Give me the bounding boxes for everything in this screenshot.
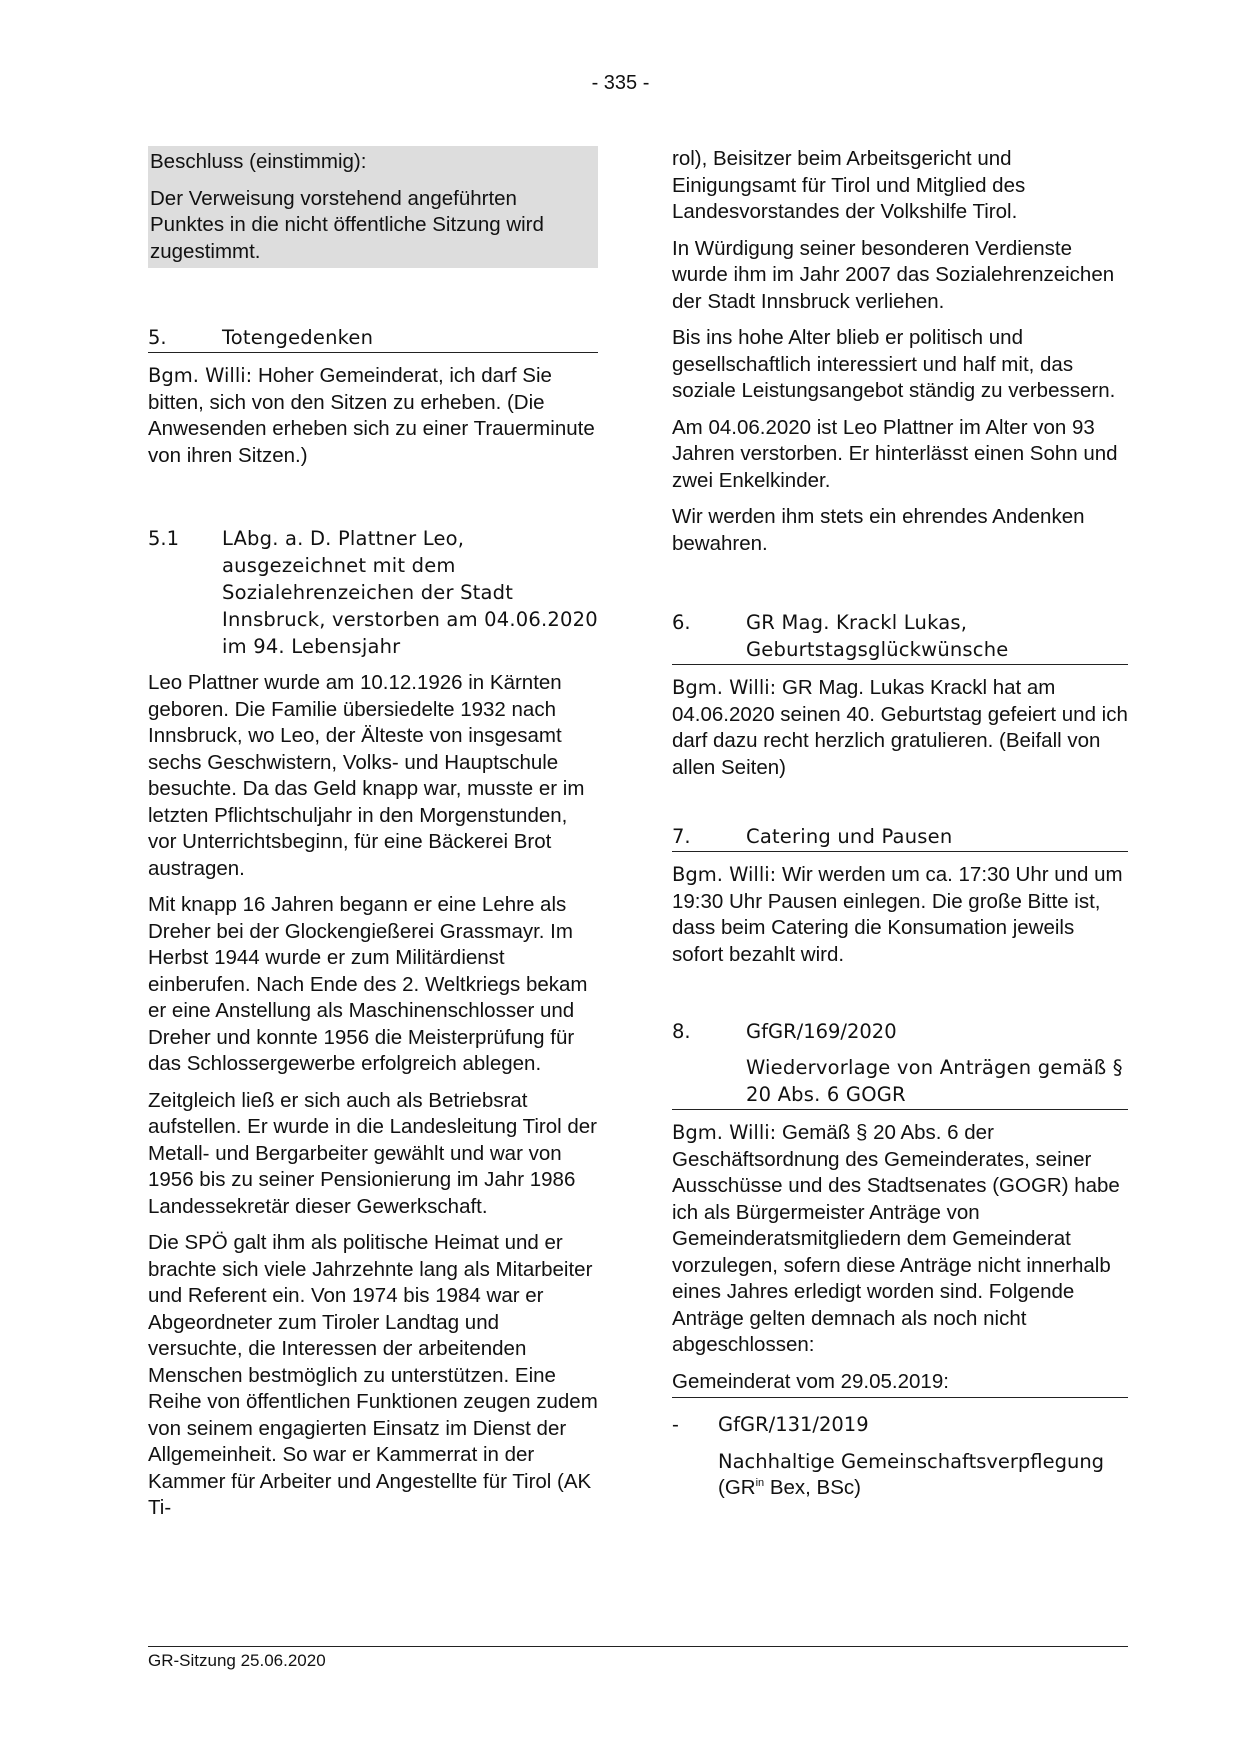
section-6-title: GR Mag. Krackl Lukas, Geburtstagsglückwünsche <box>746 611 1009 661</box>
paragraph: In Würdigung seiner besonderen Verdienste wurde ihm im Jahr 2007 das Sozialehrenzeichen der Stadt Innsbruck verliehen. <box>672 236 1115 313</box>
decision-label: Beschluss (einstimmig): <box>150 150 367 173</box>
section-7-heading <box>672 823 1128 852</box>
paragraph: Am 04.06.2020 ist Leo Plattner im Alter von 93 Jahren verstorben. Er hinterlässt einen Sohn und zwei Enkelkinder. <box>672 415 1118 492</box>
list-item-code: GfGR/131/2019 <box>718 1413 869 1436</box>
section-6-number: 6. <box>672 611 691 634</box>
section-7-number: 7. <box>672 825 691 848</box>
list-item-by-sup: in <box>755 1477 765 1490</box>
section-5-title: Totengedenken <box>222 326 374 349</box>
section-5-text <box>148 363 598 469</box>
speaker-label: Bgm. Willi: <box>672 863 777 886</box>
section-5-heading <box>148 324 598 353</box>
paragraph: Bis ins hohe Alter blieb er politisch und gesellschaftlich interessiert und half mit, das soziale Leistungsangebot ständig zu verbessern. <box>672 326 1116 402</box>
section-7-body: Wir werden um ca. 17:30 Uhr und um 19:30 Uhr Pausen einlegen. Die große Bitte ist, dass beim Catering die Konsumation jeweils sofort bezahlt wird. <box>672 863 1123 966</box>
list-item-by-suffix: Bex, BSc) <box>764 1476 861 1499</box>
section-8-body: Gemäß § 20 Abs. 6 der Geschäftsordnung des Gemeinderates, seiner Ausschüsse und des Stadtsenates (GOGR) habe ich als Bürgermeister Anträge von Gemeinderatsmitgliedern dem Gemeinderat vorzulegen, sofern diese Anträge nicht innerhalb eines Jahres erledigt worden sind. Folgende Anträge gelten demnach als noch nicht abgeschlossen: <box>672 1121 1120 1356</box>
section-5-1-heading <box>148 525 598 660</box>
page-number: - 335 - <box>591 72 650 94</box>
section-5-body: Hoher Gemeinderat, ich darf Sie bitten, sich von den Sitzen zu erheben. (Die Anwesenden erheben sich zu einer Trauerminute von ihren Sitzen.) <box>148 364 595 467</box>
paragraph: Mit knapp 16 Jahren begann er eine Lehre als Dreher bei der Glockengießerei Grassmayr. Im Herbst 1944 wurde er zum Militärdienst einberufen. Nach Ende des 2. Weltkriegs bekam er eine Anstellung als Maschinenschlosser und Dreher und konnte 1956 die Meisterprüfung für das Schlossergewerbe erfolgreich ablegen. <box>148 893 588 1075</box>
decision-box <box>148 146 598 268</box>
left-column <box>148 146 598 1532</box>
section-8-code: GfGR/169/2020 <box>746 1020 897 1043</box>
section-5-1-number: 5.1 <box>148 527 180 550</box>
section-7-text <box>672 862 1128 968</box>
section-7-title: Catering und Pausen <box>746 825 953 848</box>
paragraph: Leo Plattner wurde am 10.12.1926 in Kärnten geboren. Die Familie übersiedelte 1932 nach Innsbruck, wo Leo, der Älteste von insgesamt sechs Geschwistern, Volks- und Hauptschule besuchte. Da das Geld knapp war, musste er im letzten Pflichtschuljahr in den Morgenstunden, vor Unterrichtsbeginn, für eine Bäckerei Brot austragen. <box>148 671 585 880</box>
speaker-label: Bgm. Willi: <box>672 676 777 699</box>
list-item <box>672 1412 1128 1512</box>
decision-text: Der Verweisung vorstehend angeführten Punktes in die nicht öffentliche Sitzung wird zugestimmt. <box>150 186 544 263</box>
section-5-1-title: LAbg. a. D. Plattner Leo, ausgezeichnet mit dem Sozialehrenzeichen der Stadt Innsbruck, verstorben am 04.06.2020 im 94. Lebensjahr <box>222 527 598 658</box>
section-8-heading <box>672 1018 1128 1046</box>
paragraph: Die SPÖ galt ihm als politische Heimat und er brachte sich viele Jahrzehnte lang als Mitarbeiter und Referent ein. Von 1974 bis 1984 war er Abgeordneter zum Tiroler Landtag und versuchte, die Interessen der arbeitenden Menschen bestmöglich zu unterstützen. Eine Reihe von öffentlichen Funktionen zeugen zudem von seinem engagierten Einsatz im Dienst der Allgemeinheit. So war er Kammerrat in der Kammer für Arbeiter und Angestellte für Tirol (AK Ti- <box>148 1231 598 1519</box>
paragraph: Zeitgleich ließ er sich auch als Betriebsrat aufstellen. Er wurde in die Landesleitung Tirol der Metall- und Bergarbeiter gewählt und war von 1956 bis zu seiner Pensionierung im Jahr 1986 Landessekretär dieser Gewerkschaft. <box>148 1088 597 1218</box>
list-item-by-prefix: (GR <box>718 1476 756 1499</box>
speaker-label: Bgm. Willi: <box>148 364 253 387</box>
speaker-label: Bgm. Willi: <box>672 1121 777 1144</box>
list-item-title <box>718 1449 1128 1502</box>
paragraph: rol), Beisitzer beim Arbeitsgericht und Einigungsamt für Tirol und Mitglied des Landesvorstandes der Volkshilfe Tirol. <box>672 147 1026 223</box>
list-dash: - <box>672 1413 679 1436</box>
section-8-title: Wiedervorlage von Anträgen gemäß § 20 Abs. 6 GOGR <box>672 1054 1128 1110</box>
list-item-title-text: Nachhaltige Gemeinschaftsverpflegung <box>718 1449 1105 1473</box>
list-item-content <box>718 1412 1128 1512</box>
section-8-text <box>672 1120 1128 1359</box>
right-column <box>672 146 1128 1512</box>
page-footer: GR-Sitzung 25.06.2020 <box>148 1646 1128 1671</box>
section-8-number: 8. <box>672 1020 691 1043</box>
session-date: Gemeinderat vom 29.05.2019: <box>672 1369 1128 1399</box>
section-6-body: GR Mag. Lukas Krackl hat am 04.06.2020 seinen 40. Geburtstag gefeiert und ich darf dazu recht herzlich gratulieren. (Beifall von allen Seiten) <box>672 676 1128 779</box>
section-6-text <box>672 675 1128 781</box>
section-6-heading <box>672 609 1128 665</box>
section-5-number: 5. <box>148 326 167 349</box>
paragraph: Wir werden ihm stets ein ehrendes Andenken bewahren. <box>672 505 1085 555</box>
